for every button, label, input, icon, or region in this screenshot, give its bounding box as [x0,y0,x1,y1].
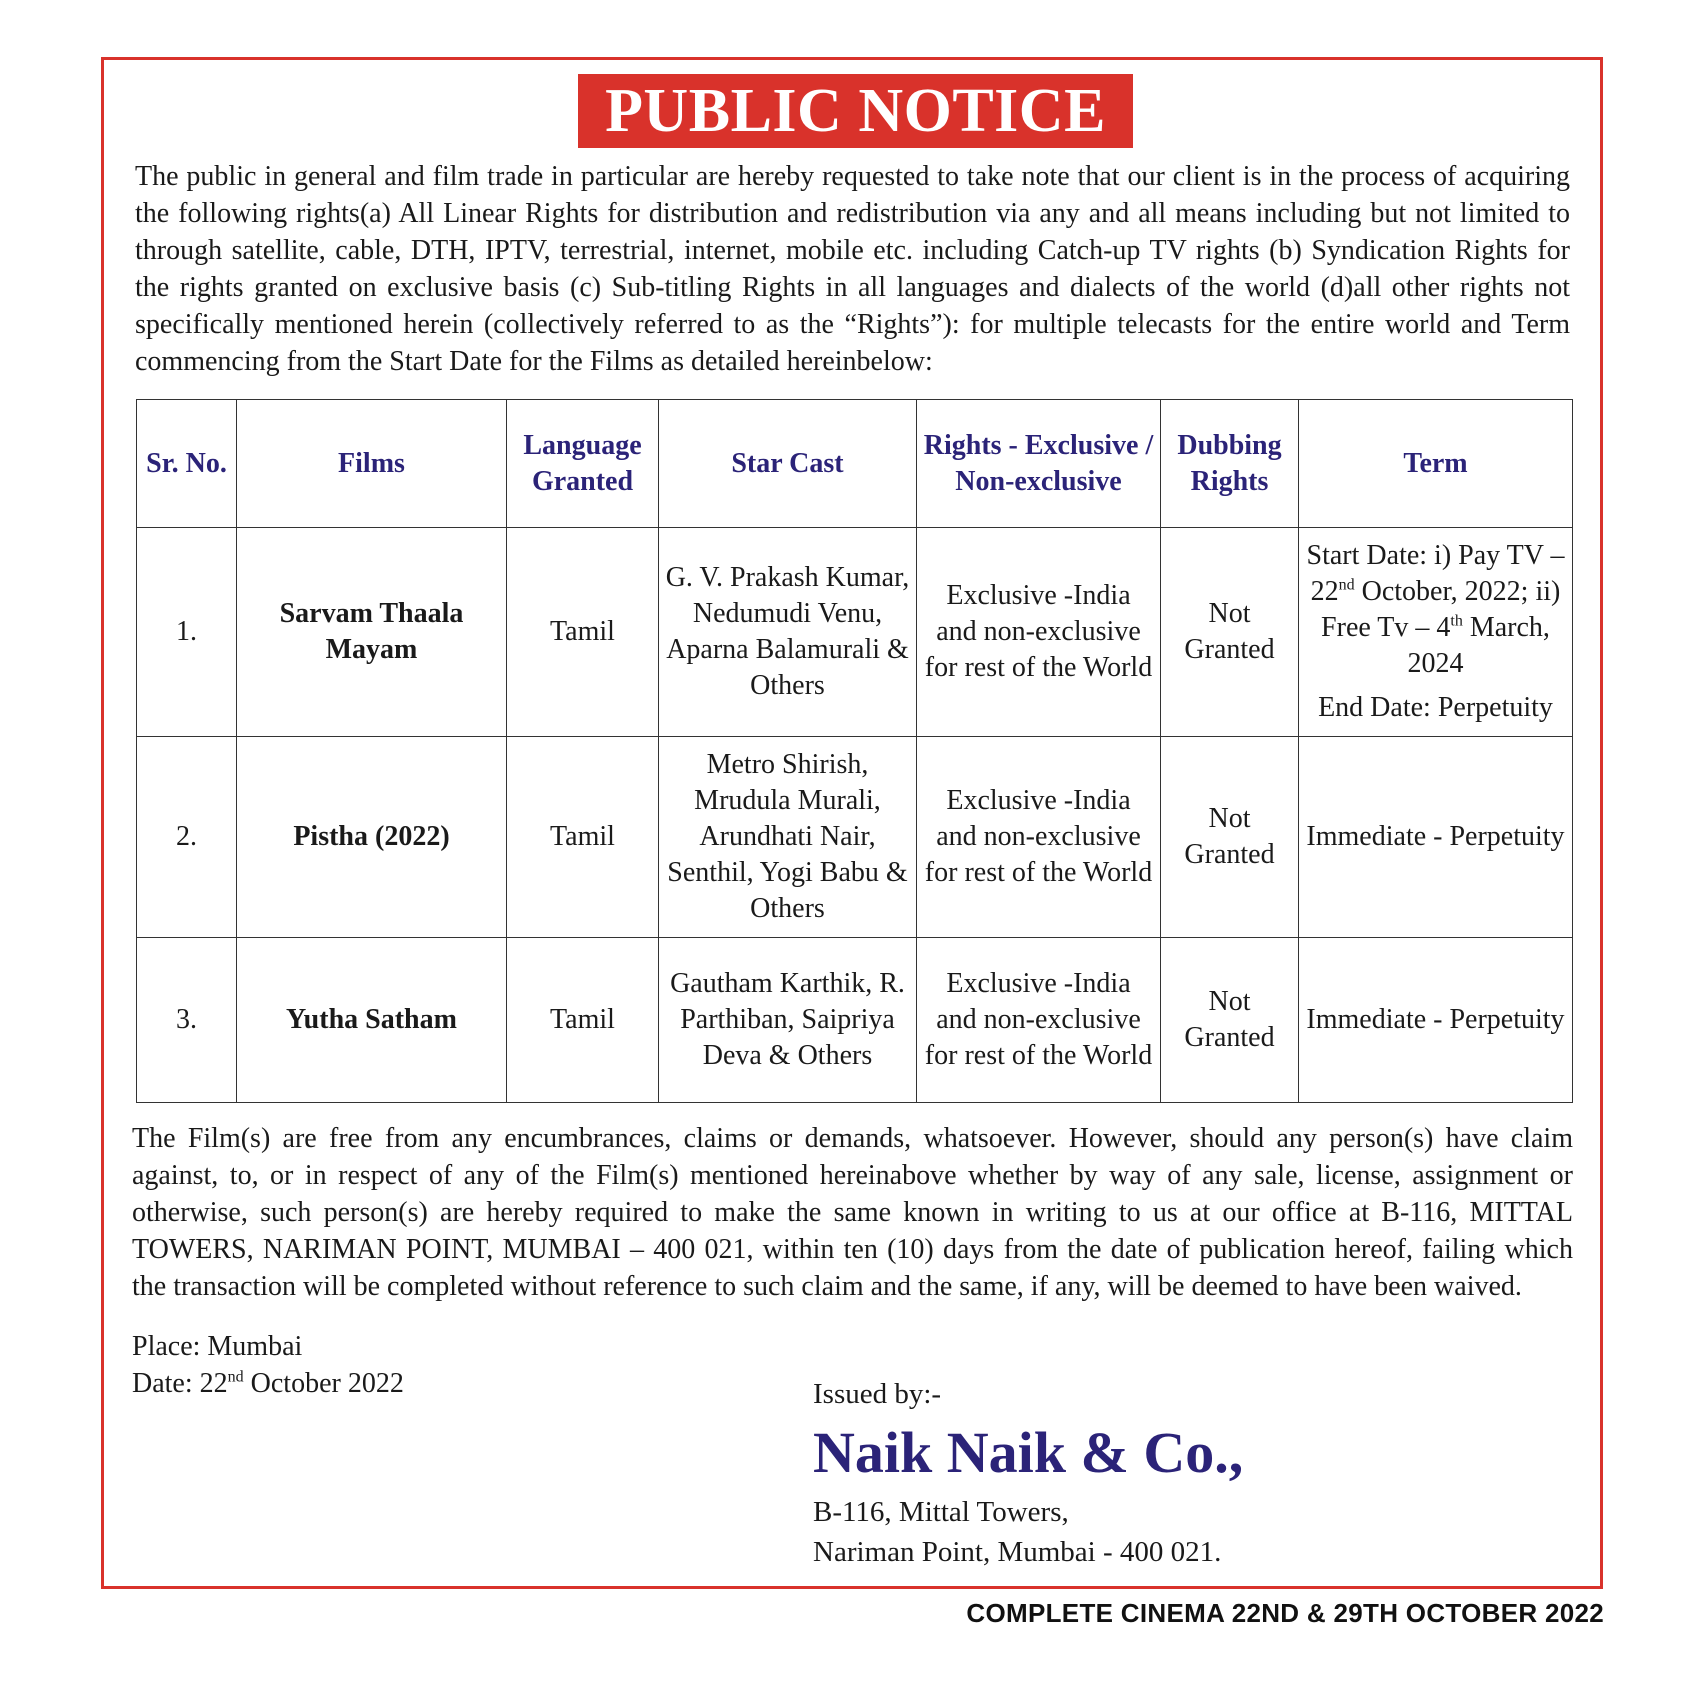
date-prefix: Date: 22 [132,1368,228,1399]
header-language: Language Granted [507,400,659,528]
cell-sr: 2. [137,737,237,938]
term-start-sup-a: nd [1338,576,1355,594]
cell-language: Tamil [507,938,659,1103]
cell-rights: Exclusive -India and non-exclusive for rest of the World [917,737,1161,938]
header-dubbing: Dubbing Rights [1161,400,1299,528]
header-star-cast: Star Cast [659,400,917,528]
cell-language: Tamil [507,737,659,938]
address-line-2: Nariman Point, Mumbai - 400 021. [813,1536,1222,1568]
publication-footer: COMPLETE CINEMA 22ND & 29TH OCTOBER 2022 [966,1598,1604,1628]
films-rights-table [136,399,1573,1103]
cell-term: Immediate - Perpetuity [1299,938,1573,1103]
date-sup: nd [227,1368,244,1386]
term-start-part-b: October, 2022; ii) Free Tv – 4 [1321,576,1561,643]
address-line-1: B-116, Mittal Towers, [813,1496,1069,1528]
term-start [1305,538,1566,682]
term-start-part-a: Start Date: i) Pay TV – 22 [1306,540,1565,607]
term-end: End Date: Perpetuity [1318,692,1553,723]
cell-term [1299,528,1573,737]
cell-rights: Exclusive -India and non-exclusive for rest of the World [917,528,1161,737]
intro-paragraph: The public in general and film trade in particular are hereby requested to take note that our client is in the process of acquiring the following rights(a) All Linear Rights for distribution and redistribution via any and all means including but not limited to through satellite, cable, DTH, IPTV, terrestrial, internet, mobile etc. including Catch-up TV rights (b) Syndication Rights for the rights granted on exclusive basis (c) Sub-titling Rights in all languages and dialects of the world (d)all other rights not specifically mentioned herein (collectively referred to as the “Rights”): for multiple telecasts for the entire world and Term commencing from the Start Date for the Films as detailed hereinbelow: [135,161,1570,377]
place-line: Place: Mumbai [132,1331,303,1362]
cell-language: Tamil [507,528,659,737]
cell-dubbing: Not Granted [1161,737,1299,938]
date-line [132,1365,404,1402]
cell-dubbing: Not Granted [1161,528,1299,737]
header-term: Term [1299,400,1573,528]
table-row [137,737,1573,938]
firm-name: Naik Naik & Co., [813,1420,1244,1485]
cell-film: Yutha Satham [237,938,507,1103]
table-row [137,528,1573,737]
header-rights: Rights - Exclusive / Non-exclusive [917,400,1161,528]
cell-film: Sarvam Thaala Mayam [237,528,507,737]
cell-sr: 1. [137,528,237,737]
table-row [137,938,1573,1103]
cell-sr: 3. [137,938,237,1103]
cell-cast: Gautham Karthik, R. Parthiban, Saipriya Deva & Others [659,938,917,1103]
cell-rights: Exclusive -India and non-exclusive for rest of the World [917,938,1161,1103]
term-start-part-c: March, 2024 [1407,612,1550,679]
claim-paragraph: The Film(s) are free from any encumbrances, claims or demands, whatsoever. However, should any person(s) have claim against, to, or in respect of any of the Film(s) mentioned hereinabove whether by way of any sale, license, assignment or otherwise, such person(s) are hereby required to make the same known in writing to us at our office at B-116, MITTAL TOWERS, NARIMAN POINT, MUMBAI – 400 021, within ten (10) days from the date of publication hereof, failing which the transaction will be completed without reference to such claim and the same, if any, will be deemed to have been waived. [132,1123,1573,1302]
cell-dubbing: Not Granted [1161,938,1299,1103]
date-suffix: October 2022 [243,1368,404,1399]
issued-by-label: Issued by:- [813,1378,942,1410]
table-header-row [137,400,1573,528]
cell-cast: Metro Shirish, Mrudula Murali, Arundhati Nair, Senthil, Yogi Babu & Others [659,737,917,938]
header-films: Films [237,400,507,528]
notice-title: PUBLIC NOTICE [578,74,1133,148]
firm-address [813,1492,1221,1572]
cell-cast: G. V. Prakash Kumar, Nedumudi Venu, Aparna Balamurali & Others [659,528,917,737]
place-date-block [132,1328,404,1402]
term-start-sup-b: th [1450,612,1463,630]
cell-term: Immediate - Perpetuity [1299,737,1573,938]
cell-film: Pistha (2022) [237,737,507,938]
header-sr-no: Sr. No. [137,400,237,528]
